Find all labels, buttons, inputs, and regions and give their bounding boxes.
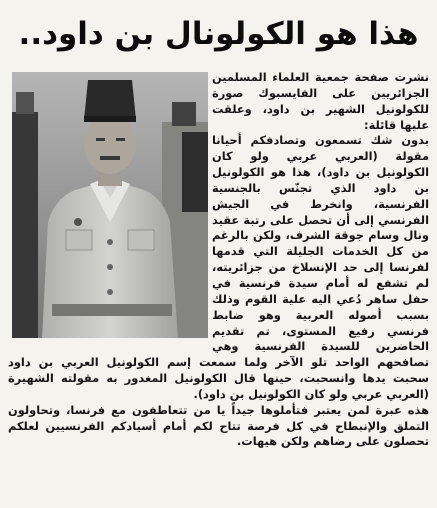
headline: هذا هو الكولونال بن داود.. (18, 16, 419, 52)
article-paragraph-1: نشرت صفحة جمعية العلماء المسلمين الجزائريين على الفايسبوك صورة للكولونيل الشهير بن داود، وعلقت عليها قائلة: (212, 70, 429, 132)
article-paragraph-2: بدون شك تسمعون وتصادفكم أحيانا مقولة (العربي عربي ولو كان الكولونيل بن داود)، هذا هو الكولونيل بن داود الذي تجنّس بالجنسية الفرنسية، وانخرط في الجيش الفرنسي إلى أن تحصل على رتبة عقيد ونال وسام جوقة الشرف، ولكن بالرغم من كل الخدمات الجليلة التي قدمها لفرنسا إلى حد الإنسلاخ من جزائريته، لم تشفع له أمام سيدة فرنسية في حفل ساهر دُعي اليه علية القوم وذلك بسبب أصوله العربية وهو ضابط فرنسي رفيع المستوى، تم تقديم الحاضرين للسيدة الفرنسية وهي تصافحهم الواحد تلو الآخر ولما سمعت إسم الكولونيل العربي بن داود سحبت يدها وانسحبت، حينها قال الكولونيل المغدور به مقولته الشهيرة (العربي عربي ولو كان الكولونيل بن داود). (8, 133, 429, 401)
article-paragraph-3: هذه عبرة لمن يعتبر فتأملوها جيداً يا من تتعاطفون مع فرنسا، وتحاولون التملق والإنبطاح في كل فرصة تتاح لكم أمام أسيادكم الفرنسيين لعلكم تحصلون على رضاهم ولكن هيهات. (8, 402, 429, 449)
article-body (8, 70, 429, 504)
photo-wrap-spacer (8, 70, 212, 342)
